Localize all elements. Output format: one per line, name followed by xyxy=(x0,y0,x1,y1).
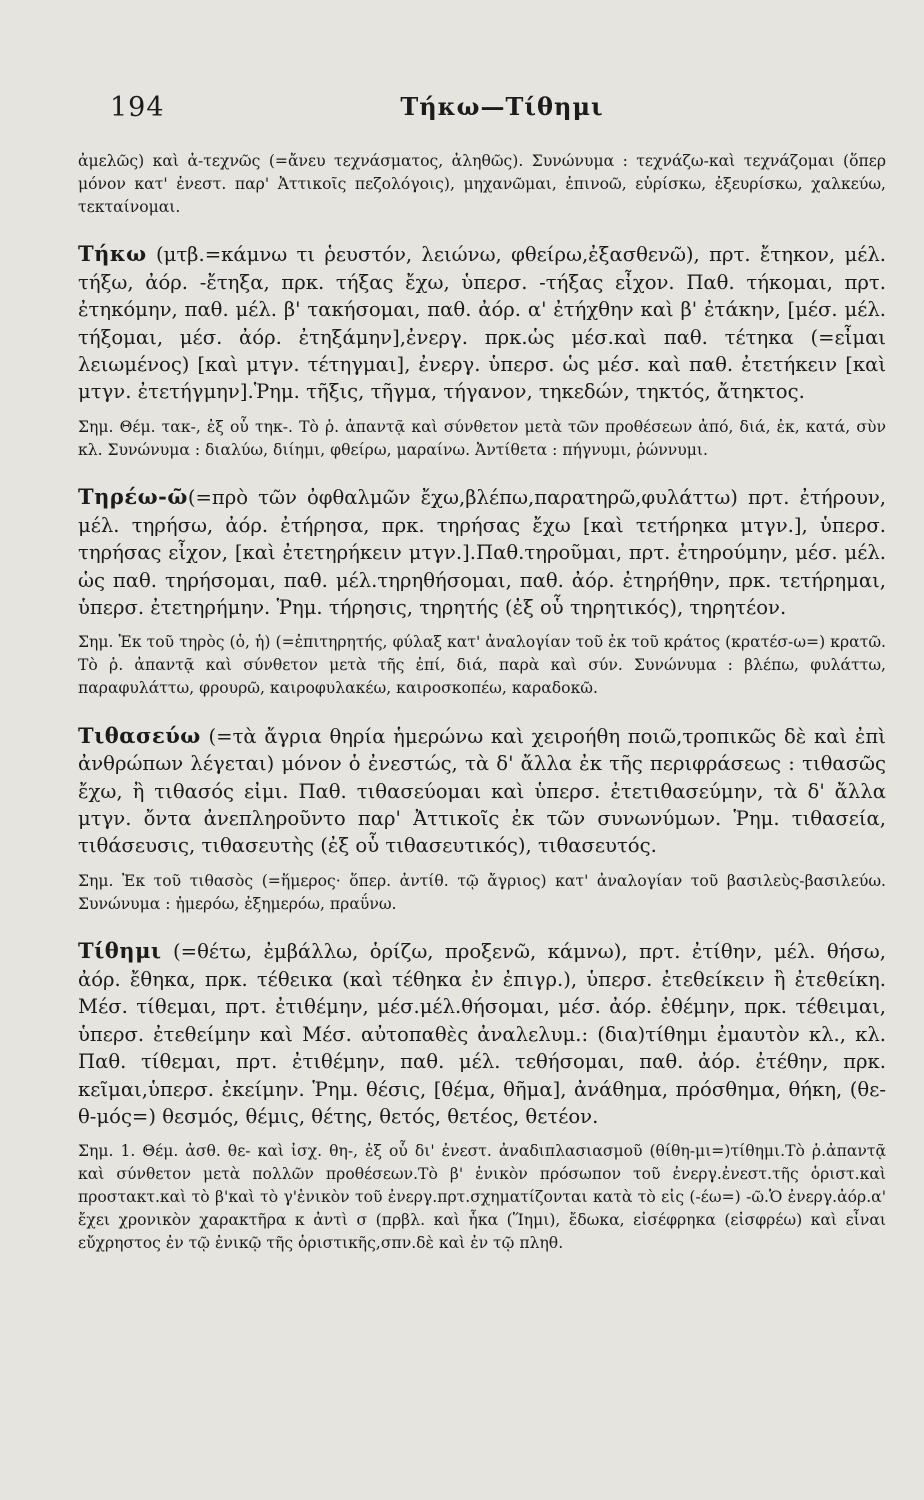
note-tithimi: Σημ. 1. Θέμ. ἀσθ. θε- καὶ ἰσχ. θη-, ἐξ οὗ δι' ἐνεστ. ἀναδιπλασιασμοῦ (θίθη-μι=)τίθημι.Τὸ ῥ.ἀπαντᾷ καὶ σύνθετον μετὰ πολλῶν προθέσεων.Τὸ β' ἑνικὸν πρόσωπον τοῦ ἐνεργ.ἐνεστ.τῆς ὁριστ.καὶ προστακτ.καὶ τὸ β'καὶ τὸ γ'ἑνικὸν τοῦ ἐνεργ.πρτ.σχηματίζονται κατὰ τὸ εἰς (-έω=) -ῶ.Ὁ ἐνεργ.ἀόρ.α' ἔχει χρονικὸν χαρακτῆρα κ ἀντὶ σ (πρβλ. καὶ ἧκα (Ἵημι), ἔδωκα, εἰσέφρηκα (εἰσφρέω) καὶ εἶναι εὔχρηστος ἐν τῷ ἑνικῷ τῆς ὁριστικῆς,σπν.δὲ καὶ ἐν τῷ πληθ. xyxy=(78,1142,886,1252)
page-number: 194 xyxy=(110,92,165,123)
headword: Τιθασεύω xyxy=(78,722,201,748)
entry-tithimi: Τίθημι (=θέτω, ἐμβάλλω, ὁρίζω, προξενῶ, κάμνω), πρτ. ἐτίθην, μέλ. θήσω, ἀόρ. ἔθηκα, πρκ. τέθεικα (καὶ τέθηκα ἐν ἐπιγρ.), ὑπερσ. ἐτεθείκειν ἢ ἐτεθείκη. Μέσ. τίθεμαι, πρτ. ἐτιθέμην, μέσ.μέλ.θήσομαι, μέσ. ἀόρ. ἐθέμην, πρκ. τέθειμαι, ὑπερσ. ἐτεθείμην καὶ Μέσ. αὐτοπαθὲς ἀναλελυμ.: (δια)τίθημι ἐμαυτὸν κλ., κλ. Παθ. τίθεμαι, πρτ. ἐτιθέμην, παθ. μέλ. τεθήσομαι, παθ. ἀόρ. ἐτέθην, πρκ. κεῖμαι,ὑπερσ. ἐκείμην. Ῥημ. θέσις, [θέμα, θῆμα], ἀνάθημα, πρόσθημα, θήκη, (θε-θ-μός=) θεσμός, θέμις, θέτης, θετός, θετέος, θετέον. xyxy=(78,938,886,1128)
running-head: Τήκω—Τίθημι xyxy=(400,92,604,121)
note-continuation: ἀμελῶς) καὶ ἀ-τεχνῶς (=ἄνευ τεχνάσματος, ἀληθῶς). Συνώνυμα : τεχνάζω-καὶ τεχνάζομαι (ὅπερ μόνον κατ' ἐνεστ. παρ' Ἀττικοῖς πεζολόγοις), μηχανῶμαι, ἐπινοῶ, εὑρίσκω, ἐξευρίσκω, χαλκεύω, τεκταίνομαι. xyxy=(78,152,886,216)
entry-tireo: Τηρέω-ῶ(=πρὸ τῶν ὀφθαλμῶν ἔχω,βλέπω,παρατηρῶ,φυλάττω) πρτ. ἐτήρουν, μέλ. τηρήσω, ἀόρ. ἐτήρησα, πρκ. τηρήσας ἔχω [καὶ τετήρηκα μτγν.], ὑπερσ. τηρήσας εἶχον, [καὶ ἐτετηρήκειν μτγν.].Παθ.τηροῦμαι, πρτ. ἐτηρούμην, μέσ. μέλ. ὡς παθ. τηρήσομαι, παθ. μέλ.τηρηθήσομαι, παθ. ἀόρ. ἐτηρήθην, πρκ. τετήρημαι, ὑπερσ. ἐτετηρήμην. Ῥημ. τήρησις, τηρητής (ἐξ οὗ τηρητικός), τηρητέον. xyxy=(78,484,886,620)
page-content xyxy=(78,150,886,1254)
note-tithaseuo: Σημ. Ἐκ τοῦ τιθασὸς (=ἥμερος· ὅπερ. ἀντίθ. τῷ ἄγριος) κατ' ἀναλογίαν τοῦ βασιλεὺς-βασιλεύω. Συνώνυμα : ἡμερόω, ἐξημερόω, πραΰνω. xyxy=(78,871,886,913)
note-tiko: Σημ. Θέμ. τακ-, ἐξ οὗ τηκ-. Τὸ ῥ. ἀπαντᾷ καὶ σύνθετον μετὰ τῶν προθέσεων ἀπό, διά, ἐκ, κατά, σὺν κλ. Συνώνυμα : διαλύω, διίημι, φθείρω, μαραίνω. Ἀντίθετα : πήγνυμι, ῥώννυμι. xyxy=(78,417,886,459)
entry-tiko: Τήκω (μτβ.=κάμνω τι ῥευστόν, λειώνω, φθείρω,ἐξασθενῶ), πρτ. ἔτηκον, μέλ. τήξω, ἀόρ. -ἔτηξα, πρκ. τήξας ἔχω, ὑπερσ. -τήξας εἶχον. Παθ. τήκομαι, πρτ. ἐτηκόμην, παθ. μέλ. β' τακήσομαι, παθ. ἀόρ. α' ἐτήχθην καὶ β' ἐτάκην, [μέσ. μέλ. τήξομαι, μέσ. ἀόρ. ἐτηξάμην],ἐνεργ. πρκ.ὡς μέσ.καὶ παθ. τέτηκα (=εἶμαι λειωμένος) [καὶ μτγν. τέτηγμαι], ἐνεργ. ὑπερσ. ὡς μέσ. καὶ παθ. ἐτετήκειν [καὶ μτγν. ἐτετήγμην].Ῥημ. τῆξις, τῆγμα, τήγανον, τηκεδών, τηκτός, ἄτηκτος. xyxy=(78,241,886,404)
headword: Τίθημι xyxy=(78,938,162,964)
page-header xyxy=(78,92,886,132)
headword: Τηρέω-ῶ xyxy=(78,484,188,510)
headword: Τήκω xyxy=(78,241,147,267)
entry-tithaseuo: Τιθασεύω (=τὰ ἄγρια θηρία ἡμερώνω καὶ χειροήθη ποιῶ,τροπικῶς δὲ καὶ ἐπὶ ἀνθρώπων λέγεται) μόνον ὁ ἐνεστώς, τὰ δ' ἄλλα ἐκ τῆς περιφράσεως : τιθασῶς ἔχω, ἢ τιθασός εἰμι. Παθ. τιθασεύομαι καὶ ὑπερσ. ἐτετιθασεύμην, τὰ δ' ἄλλα μτγν. ὄντα ἀνεπληροῦντο παρ' Ἀττικοῖς ἐκ τῶν συνωνύμων. Ῥημ. τιθασεία, τιθάσευσις, τιθασευτὴς (ἐξ οὗ τιθασευτικός), τιθασευτός. xyxy=(78,722,886,858)
note-tireo: Σημ. Ἐκ τοῦ τηρὸς (ὁ, ἡ) (=ἐπιτηρητής, φύλαξ κατ' ἀναλογίαν τοῦ ἐκ τοῦ κράτος (κρατέσ-ω=) κρατῶ. Τὸ ῥ. ἀπαντᾷ καὶ σύνθετον μετὰ τῆς ἐπί, διά, παρὰ καὶ σύν. Συνώνυμα : βλέπω, φυλάττω, παραφυλάττω, φρουρῶ, καιροφυλακέω, καιροσκοπέω, καραδοκῶ. xyxy=(78,633,886,698)
